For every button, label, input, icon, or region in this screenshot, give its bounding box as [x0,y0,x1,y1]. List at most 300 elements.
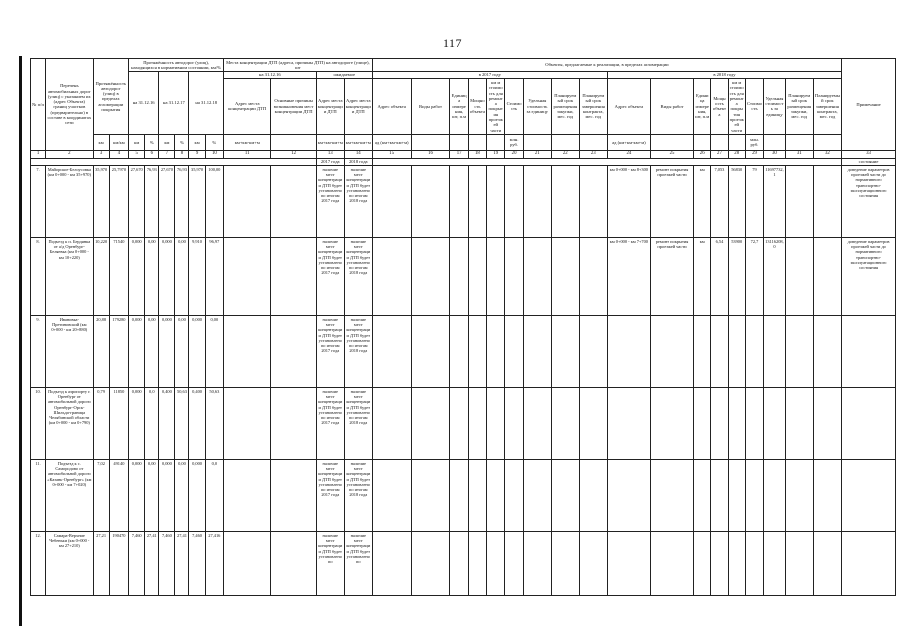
cell-c20 [505,532,523,596]
cell-c33 [842,460,896,532]
cell-c4: 71540 [109,238,128,316]
unit-km-16: км [129,134,145,150]
cell-c24 [607,532,650,596]
cell-c31 [785,460,813,532]
cell-name: Самара-Верхние Чебеньки (км 0+000 - км 27+210) [46,532,93,596]
column-number: 26 [694,150,711,158]
cell-c26 [694,532,711,596]
column-number: 17 [450,150,468,158]
cell-c13: наличие мест концентрации ДТП будет установлено по итогам 2017 года [316,166,344,238]
unit-pct-18: % [205,134,223,150]
column-number: 19 [487,150,505,158]
cell-c21 [523,238,551,316]
cell-c23 [579,166,607,238]
cell-c30: 11697732,1 [764,166,786,238]
cell-c31 [785,388,813,460]
column-number: 1 [31,150,46,158]
cell-c21 [523,388,551,460]
cell-c3: 20,88 [93,316,109,388]
page-number: 117 [442,36,463,50]
cell-c11 [224,388,271,460]
unit-blank-31 [785,134,813,150]
header-year-2018: в 2018 году [607,71,841,78]
cell-c7: 0,000 [159,316,175,388]
cell-c28 [728,532,745,596]
cell-c16 [411,238,450,316]
column-number: 13 [316,150,344,158]
header-price-18: Удельная стоимость за единицу [764,78,786,134]
cell-c28 [728,316,745,388]
unit-blank-18 [468,134,486,150]
cell-c31 [785,532,813,596]
cell-c10: 96,97 [205,238,223,316]
cell-c12 [271,166,316,238]
cell-num: 11. [31,460,46,532]
cell-c18 [468,166,486,238]
unit-blank-28 [728,134,745,150]
cell-c24 [607,316,650,388]
cell-num: 9. [31,316,46,388]
cell-c8: 27,41 [175,532,189,596]
road-objects-table [30,58,896,596]
cell-c9: 7,460 [189,532,205,596]
cell-c29 [745,388,763,460]
unit-blank-16 [411,134,450,150]
unit-blank-22 [551,134,579,150]
column-number: 22 [551,150,579,158]
cell-c7: 0,000 [159,238,175,316]
cell-c11 [224,532,271,596]
column-number: 4 [109,150,128,158]
header-dtp-reasons: Основные причины возникновения мест концентрации ДТП [271,78,316,134]
cell-c3: 0,79 [93,388,109,460]
cell-c20 [505,388,523,460]
cell-num: 7. [31,166,46,238]
header-cost-18: Стоимость [745,78,763,134]
subheader-blank [31,158,317,165]
cell-c12 [271,532,316,596]
cell-c10: 0,0 [205,460,223,532]
cell-c23 [579,460,607,532]
unit-blank-32 [813,134,841,150]
header-capacity-17: Мощность объекта [468,78,486,134]
cell-c11 [224,460,271,532]
cell-c25 [650,460,693,532]
column-number: 21 [523,150,551,158]
cell-c15 [372,166,411,238]
cell-c24 [607,460,650,532]
unit-blank-25 [650,134,693,150]
cell-c31 [785,166,813,238]
cell-c24: км 0+000 - км 7+700 [607,238,650,316]
cell-c32 [813,238,841,316]
cell-c26: км [694,238,711,316]
cell-c18 [468,388,486,460]
cell-c25 [650,316,693,388]
cell-c15 [372,316,411,388]
cell-c13: наличие мест концентрации ДТП будет установлено по итогам 2017 года [316,238,344,316]
cell-c23 [579,532,607,596]
header-km-cost-17: км м стоимость для ремонта покрытия проезжей части [488,79,503,133]
cell-c5: 0,000 [129,316,145,388]
cell-c19 [487,316,505,388]
cell-c33: доведение параметров проезжей части до нормативного транспортно-эксплуатационного состояния [842,238,896,316]
column-number: 23 [579,150,607,158]
cell-name: Ивановка-Претиновский (км 0+000 - км 20+880) [46,316,93,388]
cell-c14: наличие мест концентрации ДТП будет установлено по [344,532,372,596]
unit-km-a: км [93,134,109,150]
unit-obj-address-17: ад (км+км-км+м) [372,134,411,150]
cell-c17 [450,166,468,238]
cell-c9: 35,970 [189,166,205,238]
column-number: 2 [46,150,93,158]
cell-c11 [224,238,271,316]
cell-c10: 27,416 [205,532,223,596]
column-number: 3 [93,150,109,158]
table-row [31,316,896,388]
cell-c17 [450,316,468,388]
cell-c20 [505,316,523,388]
cell-c15 [372,460,411,532]
table-row [31,166,896,238]
column-number: 12 [271,150,316,158]
unit-dtp-address: км+км-км+м [224,134,271,150]
column-number: 10 [205,150,223,158]
cell-c32 [813,388,841,460]
header-date-17: на 31.12.17 [159,71,189,134]
header-normative: Протяжённость автодорог (улиц), находящихся в нормативном состоянии, км/% [129,59,224,72]
cell-c17 [450,532,468,596]
unit-kmkm: км/км [109,134,128,150]
header-dtp-date: на 31.12.16 [224,71,317,78]
cell-c25 [650,388,693,460]
cell-c21 [523,532,551,596]
column-number: 11 [224,150,271,158]
header-unit-18: Единица измерения, шт, п.м [694,78,711,134]
cell-c12 [271,316,316,388]
cell-c28 [728,388,745,460]
cell-num: 8. [31,238,46,316]
subheader-blank-2 [372,158,841,165]
cell-c30 [764,460,786,532]
cell-c28: 53900 [728,238,745,316]
cell-c23 [579,388,607,460]
cell-num: 12. [31,532,46,596]
cell-c7: 7,460 [159,532,175,596]
cell-c14: наличие мест концентрации ДТП будет установлено по итогам 2018 года [344,238,372,316]
cell-name: Подъезд к аэропорту г. Оренбург от автомобильной дороги Оренбург-Орск-Шильда-граница Челябинской области (км 0+000 - км 0+790) [46,388,93,460]
cell-c24 [607,388,650,460]
header-notes: Примечание [842,59,896,151]
header-end-17: Планируемый срок завершения контракта, мес. год [579,78,607,134]
cell-c26: км [694,166,711,238]
cell-c14: наличие мест концентрации ДТП будет установлено по итогам 2018 года [344,388,372,460]
cell-c27 [711,460,728,532]
unit-blank-19 [487,134,505,150]
subheader-c33: состояние [842,158,896,165]
cell-c15 [372,238,411,316]
cell-c23 [579,238,607,316]
column-number: 9 [189,150,205,158]
cell-c9: 0,000 [189,460,205,532]
cell-c13: наличие мест концентрации ДТП будет установлено по итогам 2017 года [316,388,344,460]
cell-c17 [450,388,468,460]
header-end-18: Планируемый срок завершения контракта, мес. год [813,78,841,134]
cell-c30 [764,316,786,388]
table-row [31,532,896,596]
cell-c13: наличие мест концентрации ДТП будет установлено по итогам 2017 года [316,460,344,532]
cell-c5: 0,000 [129,460,145,532]
cell-c5: 27,670 [129,166,145,238]
cell-c22 [551,388,579,460]
column-number: 33 [842,150,896,158]
cell-c22 [551,166,579,238]
column-number: 30 [764,150,786,158]
cell-c22 [551,460,579,532]
cell-c16 [411,532,450,596]
column-number: 5 [129,150,145,158]
header-obj-address-17: Адрес объекта [372,78,411,134]
cell-name: Майорское-Белоусовка (км 0+000 - км 35+970) [46,166,93,238]
cell-c5: 7,460 [129,532,145,596]
unit-obj-address-18: ад (км+км-км+м) [607,134,650,150]
cell-c9: 9,910 [189,238,205,316]
cell-c31 [785,316,813,388]
column-number: 20 [505,150,523,158]
cell-c22 [551,316,579,388]
cell-c27 [711,532,728,596]
cell-c23 [579,316,607,388]
header-cost-17: Стоимость [505,78,523,134]
cell-c19 [487,166,505,238]
header-objects-group: Объекты, предлагаемые к реализации, в пределах агломерации [372,59,841,72]
cell-c16 [411,166,450,238]
header-obj-address-18: Адрес объекта [607,78,650,134]
header-unit-17: Единица измерения, шт, п.м [450,78,468,134]
header-year-2017: в 2017 году [372,71,607,78]
cell-c30 [764,388,786,460]
cell-c13: наличие мест концентрации ДТП будет установлено по [316,532,344,596]
cell-c33: доведение параметров проезжей части до нормативного транспортно-эксплуатационного состояния [842,166,896,238]
unit-km-18: км [189,134,205,150]
column-number: 7 [159,150,175,158]
cell-c7: 27,670 [159,166,175,238]
cell-c26 [694,460,711,532]
unit-rub-18: млн. руб. [745,134,763,150]
cell-c4: 11850 [109,388,128,460]
header-start-18: Планируемый срок размещения закупки, мес. год [785,78,813,134]
header-dtp-addr-18: Адрес места концентрации ДТП [344,78,372,134]
header-work-type-18: Виды работ [650,78,693,134]
cell-c6: 0,00 [145,460,159,532]
unit-blank-17 [450,134,468,150]
unit-blank-27 [711,134,728,150]
cell-c5: 0,000 [129,238,145,316]
cell-c16 [411,316,450,388]
column-number: 15 [372,150,411,158]
cell-c22 [551,532,579,596]
unit-km-17: км [159,134,175,150]
cell-c29 [745,532,763,596]
cell-c25: ремонт покрытия проезжей части [650,166,693,238]
cell-c32 [813,316,841,388]
cell-c12 [271,388,316,460]
cell-c32 [813,460,841,532]
cell-c4: 190470 [109,532,128,596]
cell-c8: 0,00 [175,460,189,532]
cell-num: 10. [31,388,46,460]
table-row [31,460,896,532]
cell-name: Подъезд к п. Бердянка от а/д Оренбург-Беляевка (км 0+000 - км 10+220) [46,238,93,316]
cell-c32 [813,166,841,238]
cell-c14: наличие мест концентрации ДТП будет установлено по итогам 2018 года [344,460,372,532]
column-number: 25 [650,150,693,158]
cell-c30 [764,532,786,596]
header-date-16: на 31.12.16 [129,71,159,134]
table-row [31,238,896,316]
cell-c29: 72,7 [745,238,763,316]
cell-c21 [523,460,551,532]
header-work-type-17: Виды работ [411,78,450,134]
unit-pct-17: % [175,134,189,150]
cell-c27: 7,053 [711,166,728,238]
cell-c21 [523,316,551,388]
cell-c21 [523,166,551,238]
cell-c11 [224,166,271,238]
column-number: 29 [745,150,763,158]
cell-c24: км 0+000 - км 8+300 [607,166,650,238]
cell-c3: 27,21 [93,532,109,596]
cell-c29 [745,316,763,388]
cell-c8: 50,63 [175,388,189,460]
unit-rub-17: млн. руб. [505,134,523,150]
subheader-c14: 2018 года [344,158,372,165]
cell-c6: 0,0 [145,388,159,460]
header-dtp-group: Места концентрации ДТП (адреса, причины ДТП) на автодороге (улице), шт [224,59,373,72]
cell-c15 [372,388,411,460]
column-number: 28 [728,150,745,158]
column-number: 8 [175,150,189,158]
cell-c6: 0,00 [145,238,159,316]
column-number: 18 [468,150,486,158]
cell-c27 [711,388,728,460]
cell-c20 [505,238,523,316]
cell-c3: 7,02 [93,460,109,532]
cell-c27: 6,54 [711,238,728,316]
cell-c18 [468,460,486,532]
cell-c8: 76,93 [175,166,189,238]
cell-c18 [468,238,486,316]
cell-c19 [487,532,505,596]
cell-c26 [694,388,711,460]
cell-c14: наличие мест концентрации ДТП будет установлено по итогам 2018 года [344,166,372,238]
cell-c8: 0,00 [175,316,189,388]
unit-pct-16: % [145,134,159,150]
header-dtp-address: Адрес места концентрации ДТП [224,78,271,134]
unit-dtp-18: км+км-км+м [344,134,372,150]
cell-c25: ремонт покрытия проезжей части [650,238,693,316]
cell-c3: 10,220 [93,238,109,316]
column-number: 24 [607,150,650,158]
cell-c3: 35,970 [93,166,109,238]
header-num: № п/п [31,59,46,151]
header-date-18: на 31.12.18 [189,71,224,134]
header-price-17: Удельная стоимость за единицу [523,78,551,134]
cell-c16 [411,388,450,460]
cell-c32 [813,532,841,596]
binding-bar [19,56,22,626]
cell-c31 [785,238,813,316]
cell-c10: 100,00 [205,166,223,238]
cell-c6: 27,41 [145,532,159,596]
cell-c10: 50,63 [205,388,223,460]
header-capacity-18: Мощность объекта [711,78,728,134]
cell-c19 [487,460,505,532]
unit-dtp-reasons [271,134,316,150]
cell-c6: 0,00 [145,316,159,388]
header-dtp-addr-17: Адрес места концентрации ДТП [316,78,344,134]
cell-c22 [551,238,579,316]
unit-blank-23 [579,134,607,150]
table-row [31,388,896,460]
cell-c11 [224,316,271,388]
cell-c18 [468,532,486,596]
column-number: 14 [344,150,372,158]
cell-c28 [728,460,745,532]
cell-c29: 79 [745,166,763,238]
header-start-17: Планируемый срок размещения закупки, мес. год [551,78,579,134]
cell-c5: 0,000 [129,388,145,460]
header-dtp-expected: ожидаемое [316,71,372,78]
cell-c13: наличие мест концентрации ДТП будет установлено по итогам 2017 года [316,316,344,388]
cell-c30: 13116208,0 [764,238,786,316]
cell-c17 [450,460,468,532]
column-number: 27 [711,150,728,158]
unit-blank-21 [523,134,551,150]
unit-blank-26 [694,134,711,150]
cell-c4: 49140 [109,460,128,532]
cell-c4: 25,7970 [109,166,128,238]
cell-c14: наличие мест концентрации ДТП будет установлено по итогам 2018 года [344,316,372,388]
cell-c12 [271,460,316,532]
cell-c12 [271,238,316,316]
cell-c25 [650,532,693,596]
subheader-c13: 2017 года [316,158,344,165]
cell-c16 [411,460,450,532]
column-number: 6 [145,150,159,158]
subheader-row [31,158,896,165]
cell-c20 [505,166,523,238]
cell-c19 [487,388,505,460]
cell-c15 [372,532,411,596]
cell-c6: 76,93 [145,166,159,238]
cell-c33 [842,532,896,596]
header-road-name: Перечень автомобильных дорог (улиц) с указанием их (адрес Объекта) границ участков (предварительно) в составе в координатах сети [46,59,93,151]
cell-c10: 0,00 [205,316,223,388]
column-number: 31 [785,150,813,158]
cell-c8: 0,00 [175,238,189,316]
cell-c33 [842,316,896,388]
cell-c17 [450,238,468,316]
cell-c29 [745,460,763,532]
column-number-row [31,150,896,158]
header-length: Протяжённость автодорог (улиц) в пределах агломерации покрытия [93,59,129,135]
unit-dtp-17: км+км-км+м [316,134,344,150]
column-number: 16 [411,150,450,158]
cell-c33 [842,388,896,460]
cell-name: Подъезд к с. Самородово от автомобильной дороги «Казань-Оренбург» (км 0+000 - км 7+020) [46,460,93,532]
cell-c26 [694,316,711,388]
